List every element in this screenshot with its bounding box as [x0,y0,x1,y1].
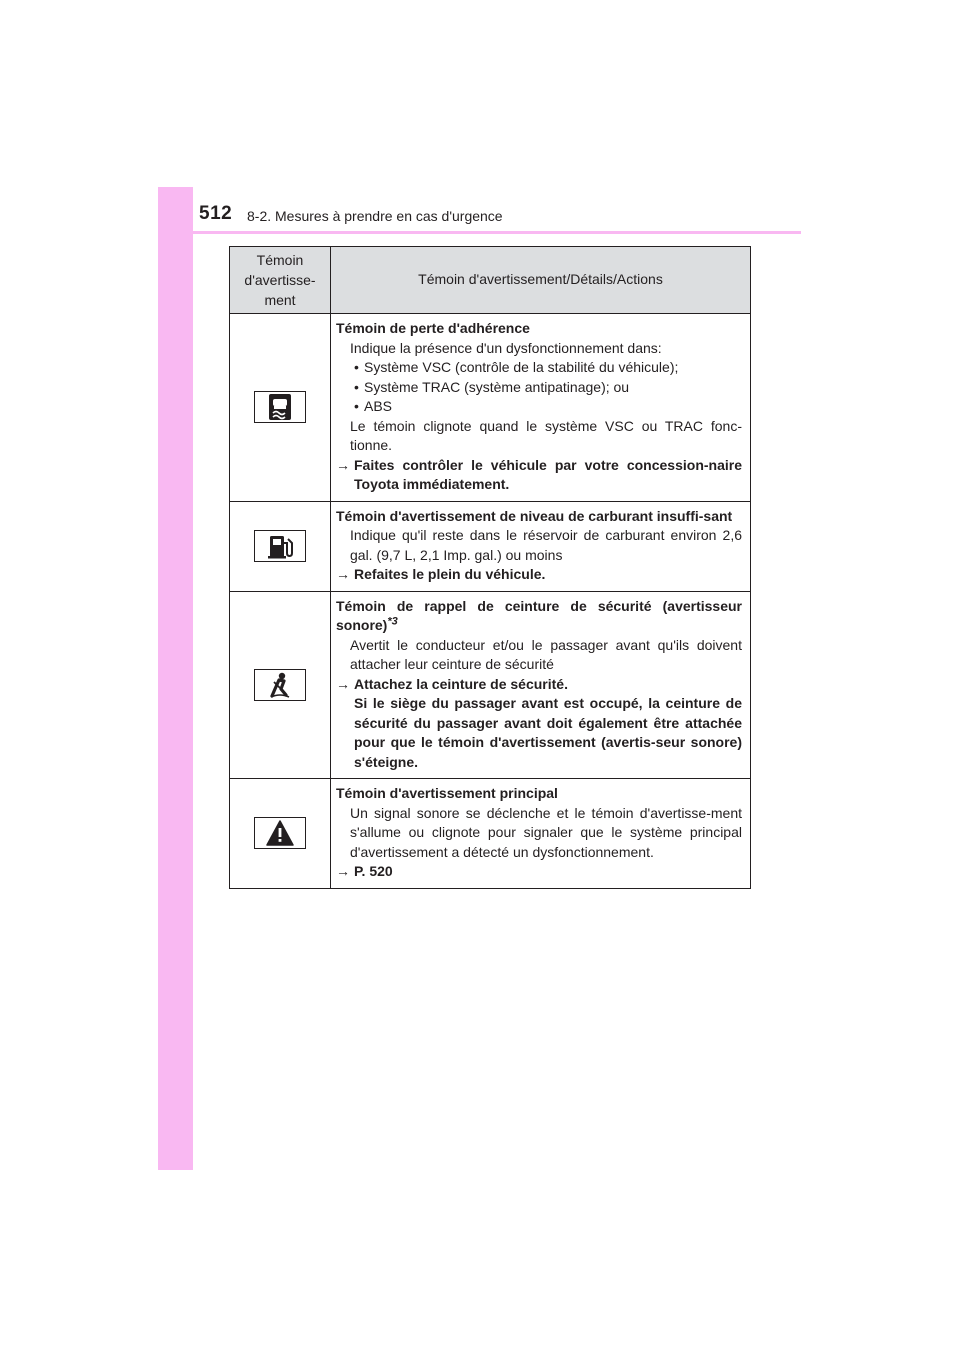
footnote-marker: *3 [387,615,398,628]
row-intro: Avertit le conducteur et/ou le passager avant qu'ils doivent attacher leur ceinture de sécurité [350,636,742,672]
header-description-column: Témoin d'avertissement/Détails/Actions [331,247,751,314]
slip-indicator-icon [254,391,306,423]
row-title: Témoin de perte d'adhérence [336,320,530,336]
table-header-row [230,247,751,314]
header-icon-column: Témoin d'avertisse-ment [230,247,331,314]
table-row [230,779,751,889]
row-intro: Indique qu'il reste dans le réservoir de carburant environ 2,6 gal. (9,7 L, 2,1 Imp. gal.) ou moins [350,527,742,563]
section-title: 8-2. Mesures à prendre en cas d'urgence [247,208,503,224]
page-number: 512 [199,203,233,224]
row-action: → Refaites le plein du véhicule. [336,566,546,582]
row-action: → P. 520 [336,863,393,879]
list-item: • Système VSC (contrôle de la stabilité du véhicule); [354,359,679,375]
warning-lights-table [229,246,751,889]
row-title: Témoin d'avertissement de niveau de carburant insuffi-sant [336,507,733,524]
seatbelt-icon [254,669,306,701]
table-row [230,314,751,502]
row-action: → Faites contrôler le véhicule par votre concession-naire Toyota immédiatement. [336,456,742,492]
chapter-sidebar-tab [158,187,193,1170]
row-title: Témoin de rappel de ceinture de sécurité (avertisseur sonore)$^{*3}$ [336,597,742,633]
row-action-detail: Si le siège du passager avant est occupé, la ceinture de sécurité du passager avant doit également être attachée pour que le témoin d'avertissement (avertis-seur sonore) s'éteigne. [354,695,742,770]
list-item: • ABS [354,398,393,414]
header-rule [158,231,801,234]
table-row [230,501,751,591]
row-intro: Un signal sonore se déclenche et le témoin d'avertisse-ment s'allume ou clignote pour signaler que le système principal d'avertissement a détecté un dysfonctionnement. [350,804,742,860]
table-row [230,591,751,779]
row-title: Témoin d'avertissement principal [336,785,558,801]
master-warning-icon [254,817,306,849]
fuel-pump-icon [254,530,306,562]
row-note: Le témoin clignote quand le système VSC ou TRAC fonc-tionne. [350,417,742,453]
list-item: • Système TRAC (système antipatinage); ou [354,378,630,395]
row-intro: Indique la présence d'un dysfonctionnement dans: [350,339,662,356]
row-action: → Attachez la ceinture de sécurité. [336,675,568,692]
